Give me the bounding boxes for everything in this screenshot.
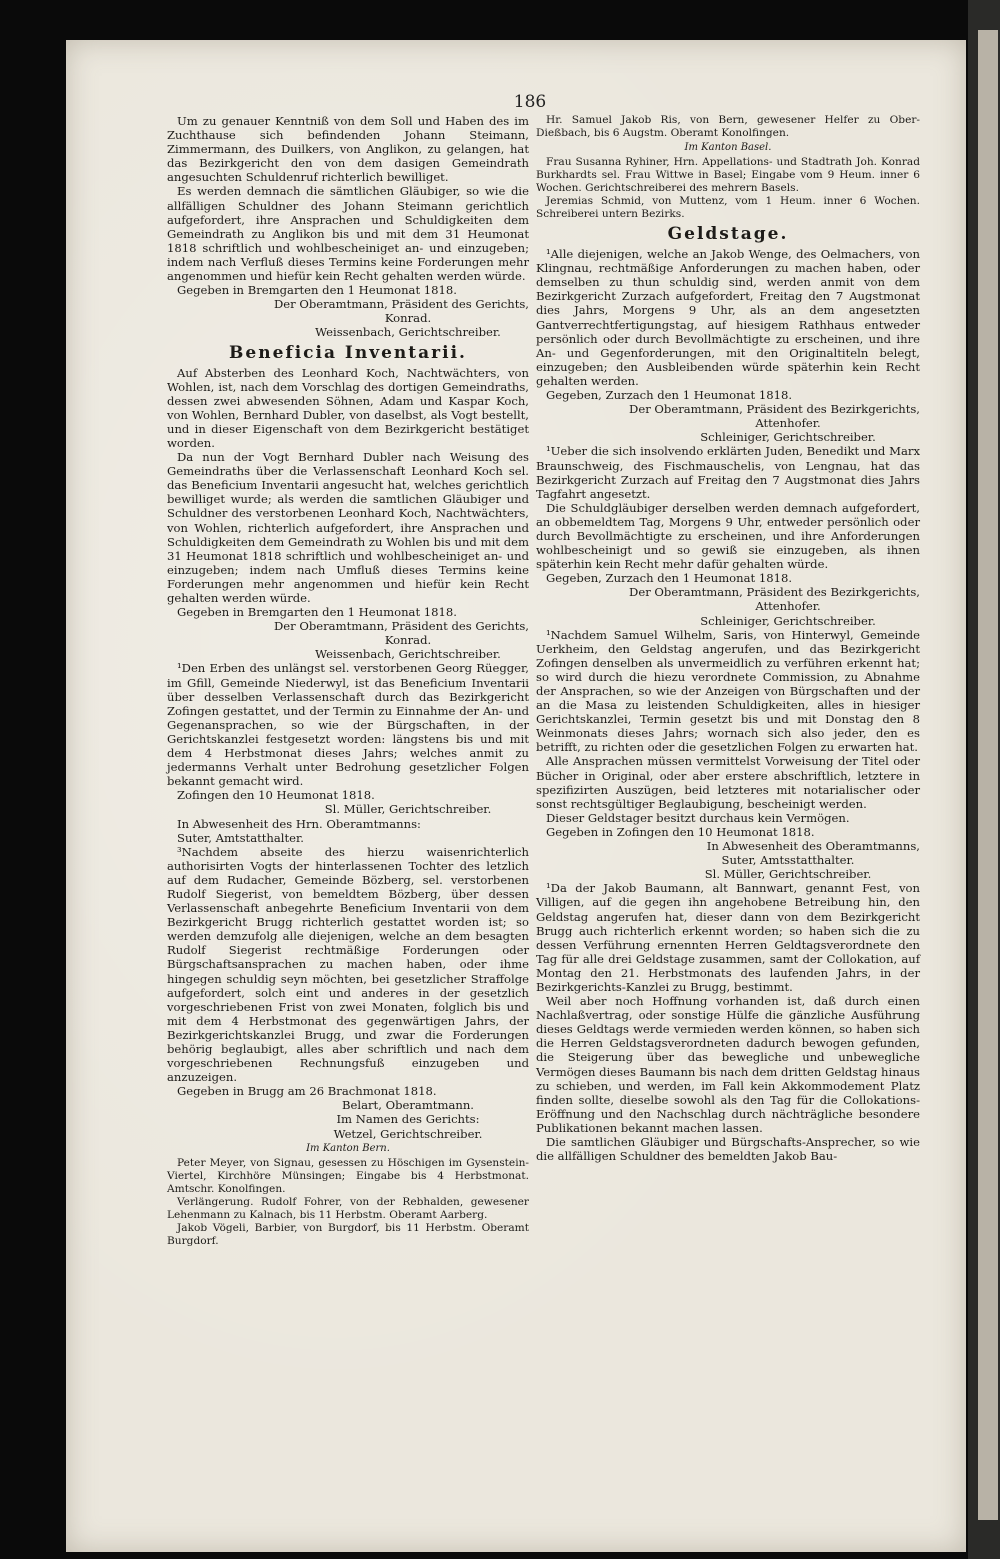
- signature-line: Sl. Müller, Gerichtschreiber.: [704, 867, 872, 882]
- signature-line: Der Oberamtmann, Präsident des Gerichts,: [273, 619, 529, 634]
- paragraph: In Abwesenheit des Hrn. Oberamtmanns:: [177, 816, 421, 831]
- canton-subheading: Im Kanton Bern.: [306, 1142, 390, 1154]
- paragraph: Dieser Geldstager besitzt durchaus kein Vermögen.: [546, 810, 850, 825]
- signature-line: Der Oberamtmann, Präsident des Bezirkgerichts,: [629, 402, 920, 417]
- canton-subheading: Im Kanton Basel.: [684, 142, 772, 153]
- signature-line: Weissenbach, Gerichtschreiber.: [315, 325, 501, 340]
- signature-line: Im Namen des Gerichts:: [336, 1112, 480, 1127]
- notice-entry: Frau Susanna Ryhiner, Hrn. Appellations- und Stadtrath Joh. Konrad Burkhardts sel. Frau Wittwe in Basel; Eingabe vom 9 Heum. inner 6 Wochen. Gerichtschreiberei des mehrern Basels.: [536, 156, 920, 195]
- paragraph: Gegeben, Zurzach den 1 Heumonat 1818.: [546, 571, 793, 586]
- paragraph: Gegeben in Bremgarten den 1 Heumonat 1818.: [177, 605, 457, 620]
- signature-line: Weissenbach, Gerichtschreiber.: [315, 647, 501, 662]
- notice-entry: Peter Meyer, von Signau, gesessen zu Höschigen im Gysenstein-Viertel, Kirchhöre Münsingen; Eingabe bis 4 Herbstmonat. Amtschr. Konolfingen.: [167, 1156, 529, 1195]
- signature-line: Der Oberamtmann, Präsident des Gerichts,: [273, 297, 529, 312]
- notice-entry: Hr. Samuel Jakob Ris, von Bern, gewesener Helfer zu Ober-Dießbach, bis 6 Augstm. Oberamt Konolfingen.: [536, 114, 920, 139]
- paragraph: Suter, Amtstatthalter.: [177, 830, 304, 845]
- signature-line: Konrad.: [384, 633, 432, 648]
- paragraph: Zofingen den 10 Heumonat 1818.: [177, 788, 375, 803]
- signature-line: Attenhofer.: [755, 599, 821, 614]
- signature-line: Wetzel, Gerichtschreiber.: [333, 1126, 483, 1141]
- signature-line: Sl. Müller, Gerichtschreiber.: [324, 802, 492, 817]
- notice-entry: Jeremias Schmid, von Muttenz, vom 1 Heum. inner 6 Wochen. Schreiberei untern Bezirks.: [536, 195, 920, 221]
- paragraph: Alle Ansprachen müssen vermittelst Vorweisung der Titel oder Bücher in Original, oder aber erstere abschriftlich, letztere in spezifizirten Auszügen, beid letzteres mit notarialischer oder sonst rechtsgültiger Beglaubigung, bescheinigt werden.: [536, 754, 920, 811]
- paragraph: Da nun der Vogt Bernhard Dubler nach Weisung des Gemeindraths über die Verlassenschaft Leonhard Koch sel. das Beneficium Inventarii angesucht hat, welches gerichtlich bewilliget wurde; als werden die samtlichen Gläubiger und Schuldner des verstorbenen Leonhard Koch, Nachtwächters, von Wohlen, richterlich aufgefordert, ihre Ansprachen und Schuldigkeiten dem Gemeindrath zu Wohlen bis und mit dem 31 Heumonat 1818 schriftlich und wohlbescheiniget an- und einzugeben; indem nach Umfluß dieses Termins keine Forderungen mehr angenommen und hiefür kein Recht gehalten werden würde.: [167, 450, 529, 605]
- paragraph: ³Nachdem abseite des hierzu waisenrichterlich authorisirten Vogts der hinterlassenen Tochter des letzlich auf dem Rudacher, Gemeinde Bözberg, sel. verstorbenen Rudolf Siegerist, von bemeldtem Bözberg, über dessen Verlassenschaft anbegehrte Beneficium Inventarii von dem Bezirkgericht Brugg richterlich gestattet worden ist; so werden demzufolg alle diejenigen, welche an dem besagten Rudolf Siegerist rechtmäßige Forderungen oder Bürgschaftsansprachen zu machen haben, oder ihme hingegen schuldig seyn möchten, bei gesetzlicher Straffolge aufgefordert, solch eint und anderes in der gesetzlich vorgeschriebenen Frist von zwei Monaten, folglich bis und mit dem 4 Herbstmonat des gegenwärtigen Jahrs, der Bezirkgerichtskanzlei Brugg, und zwar die Forderungen behörig beglaubigt, alles aber schriftlich und nach dem vorgeschriebenen Rechnungsfuß einzugeben und anzuzeigen.: [167, 844, 529, 1085]
- paragraph: Weil aber noch Hoffnung vorhanden ist, daß durch einen Nachlaßvertrag, oder sonstige Hülfe die gänzliche Ausführung dieses Geldtags werde vermieden werden können, so haben sich die Herren Geldstagsverordneten dadurch bewogen gefunden, die Steigerung über das bewegliche und unbewegliche Vermögen dieses Baumann bis nach dem dritten Geldstag hinaus zu schieben, und werden, im Fall kein Akkommodement Platz finden sollte, dieselbe sowohl als den Tag für die Collokations-Eröffnung und den Nachschlag durch nächträgliche besondere Publikationen bekannt machen lassen.: [536, 994, 920, 1135]
- paragraph: Es werden demnach die sämtlichen Gläubiger, so wie die allfälligen Schuldner des Johann Steimann gerichtlich aufgefordert, ihre Ansprachen und Schuldigkeiten dem Gemeindrath zu Anglikon bis und mit dem 31 Heumonat 1818 schriftlich und wohlbescheiniget an- und einzugeben; indem nach Verfluß dieses Termins keine Forderungen mehr angenommen und hiefür kein Recht gehalten werden würde.: [167, 184, 529, 284]
- signature-line: Konrad.: [384, 311, 432, 326]
- page-number: 186: [513, 92, 547, 112]
- next-page-edge: [968, 0, 1000, 1559]
- paragraph: ¹Den Erben des unlängst sel. verstorbenen Georg Rüegger, im Gfill, Gemeinde Niederwyl, ist das Beneficium Inventarii über desselben Verlassenschaft durch das Bezirkgericht Zofingen gestattet, und der Termin zu Einnahme der An- und Gegenansprachen, so wie der Bürgschaften, in der Gerichtskanzlei festgesetzt worden: längstens bis und mit dem 4 Herbstmonat dieses Jahrs; welches anmit zu jedermanns Verhalt unter Bedrohung gesetzlicher Folgen bekannt gemacht wird.: [167, 661, 529, 789]
- paragraph: Die samtlichen Gläubiger und Bürgschafts-Ansprecher, so wie die allfälligen Schuldner des bemeldten Jakob Bau-: [536, 1135, 920, 1164]
- paragraph: Gegeben in Bremgarten den 1 Heumonat 1818.: [177, 283, 457, 298]
- signature-line: Schleiniger, Gerichtschreiber.: [700, 430, 876, 445]
- section-heading: Beneficia Inventarii.: [229, 342, 467, 363]
- signature-line: Der Oberamtmann, Präsident des Bezirkgerichts,: [629, 585, 920, 600]
- signature-line: Suter, Amtsstatthalter.: [721, 853, 855, 868]
- notice-entry: Verlängerung. Rudolf Fohrer, von der Rebhalden, gewesener Lehenmann zu Kalnach, bis 11 Herbstm. Oberamt Aarberg.: [167, 1195, 529, 1221]
- paragraph: Um zu genauer Kenntniß von dem Soll und Haben des im Zuchthause sich befindenden Johann Steimann, Zimmermann, des Duilkers, von Anglikon, zu gelangen, hat das Bezirkgericht den von dem dasigen Gemeindrath angesuchten Schuldenruf richterlich bewilliget.: [167, 114, 529, 185]
- paragraph: Gegeben in Zofingen den 10 Heumonat 1818.: [546, 824, 815, 839]
- signature-line: Attenhofer.: [755, 416, 821, 431]
- signature-line: Belart, Oberamtmann.: [342, 1098, 474, 1113]
- paragraph: Die Schuldgläubiger derselben werden demnach aufgefordert, an obbemeldtem Tag, Morgens 9 Uhr, entweder persönlich oder durch Bevollmächtigte zu erscheinen, und ihre Anforderungen wohlbescheinigt und so gewiß sie einzugeben, als ihnen späterhin kein Recht mehr dafür gehalten würde.: [536, 500, 920, 572]
- paragraph: Gegeben, Zurzach den 1 Heumonat 1818.: [546, 388, 793, 403]
- paragraph: ¹Da der Jakob Baumann, alt Bannwart, genannt Fest, von Villigen, auf die gegen ihn angehobene Betreibung hin, den Geldstag angerufen hat, dieser dann von dem Bezirkgericht Brugg auch richterlich erkennt worden; so haben sich die zu dessen Verführung ernennten Herren Geldtagsverordnete den Tag für alle drei Geldstage zusammen, samt der Collokation, auf Montag den 21. Herbstmonats des laufenden Jahrs, in der Bezirkgerichts-Kanzlei zu Brugg, bestimmt.: [536, 881, 920, 994]
- paragraph: Gegeben in Brugg am 26 Brachmonat 1818.: [177, 1084, 437, 1099]
- section-heading: Geldstage.: [667, 224, 789, 245]
- paragraph: ¹Nachdem Samuel Wilhelm, Saris, von Hinterwyl, Gemeinde Uerkheim, den Geldstag angerufen, und das Bezirkgericht Zofingen denselben als unvermeidlich zu verführen erkennt hat; so wird durch die hiezu verordnete Commission, zu Abnahme der Ansprachen, so wie der Anzeigen von Bürgschaften und der an die Masa zu leistenden Schuldigkeiten, alles in hiesiger Gerichtskanzlei, Termin gesetzt bis und mit Donstag den 8 Weinmonats dieses Jahrs; wornach sich also jeder, den es betrifft, zu richten oder die gesetzlichen Folgen zu erwarten hat.: [536, 627, 920, 755]
- signature-line: Schleiniger, Gerichtschreiber.: [700, 613, 876, 628]
- paragraph: Auf Absterben des Leonhard Koch, Nachtwächters, von Wohlen, ist, nach dem Vorschlag des dortigen Gemeindraths, dessen zwei abwesenden Söhnen, Adam und Kaspar Koch, von Wohlen, Bernhard Dubler, von daselbst, als Vogt bestellt, und in dieser Eigenschaft von dem Bezirkgericht bestätiget worden.: [167, 365, 529, 450]
- notice-entry: Jakob Vögeli, Barbier, von Burgdorf, bis 11 Herbstm. Oberamt Burgdorf.: [167, 1221, 529, 1247]
- paragraph: ¹Alle diejenigen, welche an Jakob Wenge, des Oelmachers, von Klingnau, rechtmäßige Anforderungen zu machen haben, oder demselben zu thun schuldig sind, werden anmit von dem Bezirkgericht Zurzach aufgefordert, Freitag den 7 Augstmonat dies Jahrs, Morgens 9 Uhr, als an dem angesetzten Gantverrechtfertigungstag, auf hiesigem Rathhaus entweder persönlich oder durch Bevollmächtigte zu erscheinen, und ihre An- und Gegenforderungen, mit den Originaltiteln belegt, einzugeben; den Ausbleibenden würde späterhin kein Recht gehalten werden.: [536, 247, 920, 388]
- signature-line: In Abwesenheit des Oberamtmanns,: [706, 839, 920, 854]
- right-column: [536, 114, 920, 1163]
- paragraph: ¹Ueber die sich insolvendo erklärten Juden, Benedikt und Marx Braunschweig, des Fischmauschelis, von Lengnau, hat das Bezirkgericht Zurzach auf Freitag den 7 Augstmonat dies Jahrs Tagfahrt angesetzt.: [536, 444, 920, 501]
- left-column: [167, 114, 529, 1248]
